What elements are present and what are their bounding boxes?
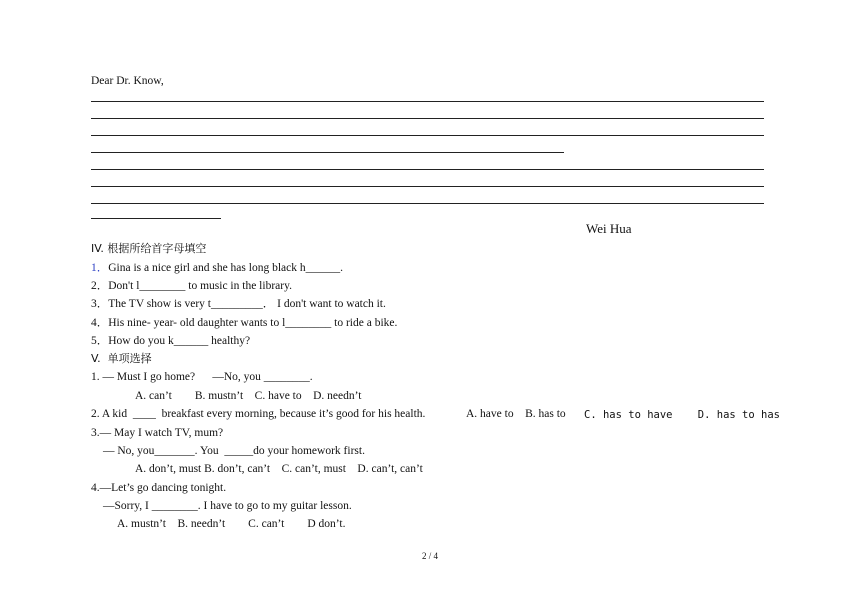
question-2-options-ab: A. have to B. has to xyxy=(466,408,566,420)
writing-line xyxy=(91,152,564,153)
writing-line xyxy=(91,118,764,119)
item-number: 5． xyxy=(91,335,109,347)
writing-line xyxy=(91,135,764,136)
item-number: 3． xyxy=(91,298,109,310)
question-3-stem: 3.— May I watch TV, mum? xyxy=(91,427,224,439)
item-number: 2． xyxy=(91,280,109,292)
fill-item-5 xyxy=(91,334,250,348)
item-number: 1． xyxy=(91,262,109,274)
question-3-reply: — No, you_______. You _____do your homework first. xyxy=(103,445,365,457)
question-4-reply: —Sorry, I ________. I have to go to my guitar lesson. xyxy=(103,500,352,512)
item-number: 4． xyxy=(91,317,109,329)
question-2-stem: 2. A kid ____ breakfast every morning, because it’s good for his health. xyxy=(91,408,426,420)
writing-line xyxy=(91,169,764,170)
question-4-stem: 4.—Let’s go dancing tonight. xyxy=(91,482,227,494)
section-5-heading: V. 单项选择 xyxy=(91,352,152,365)
item-text: The TV show is very t_________． I don't want to watch it. xyxy=(108,298,386,310)
fill-item-1 xyxy=(91,261,343,275)
question-1-options: A. can’t B. mustn’t C. have to D. needn’t xyxy=(135,390,362,402)
fill-item-3 xyxy=(91,297,386,311)
item-text: How do you k______ healthy? xyxy=(108,335,251,347)
section-4-heading: IV. 根据所给首字母填空 xyxy=(91,242,207,255)
question-2-options-cd: C. has to have D. has to has xyxy=(584,409,780,421)
fill-item-4 xyxy=(91,316,397,330)
writing-line xyxy=(91,186,764,187)
item-text: Gina is a nice girl and she has long black h______. xyxy=(108,262,343,274)
page-number: 2 / 4 xyxy=(421,551,438,561)
item-text: His nine- year- old daughter wants to l________ to ride a bike. xyxy=(108,317,398,329)
fill-item-2 xyxy=(91,279,292,293)
item-text: Don't l________ to music in the library. xyxy=(108,280,292,292)
question-3-options: A. don’t, must B. don’t, can’t C. can’t, must D. can’t, can’t xyxy=(135,463,423,475)
writing-line xyxy=(91,218,221,219)
letter-signature: Wei Hua xyxy=(586,221,632,236)
writing-line xyxy=(91,101,764,102)
letter-greeting: Dear Dr. Know, xyxy=(91,75,164,87)
question-4-options: A. mustn’t B. needn’t C. can’t D don’t. xyxy=(117,518,346,530)
writing-line xyxy=(91,203,764,204)
question-1-stem: 1. — Must I go home? —No, you ________. xyxy=(91,371,313,383)
